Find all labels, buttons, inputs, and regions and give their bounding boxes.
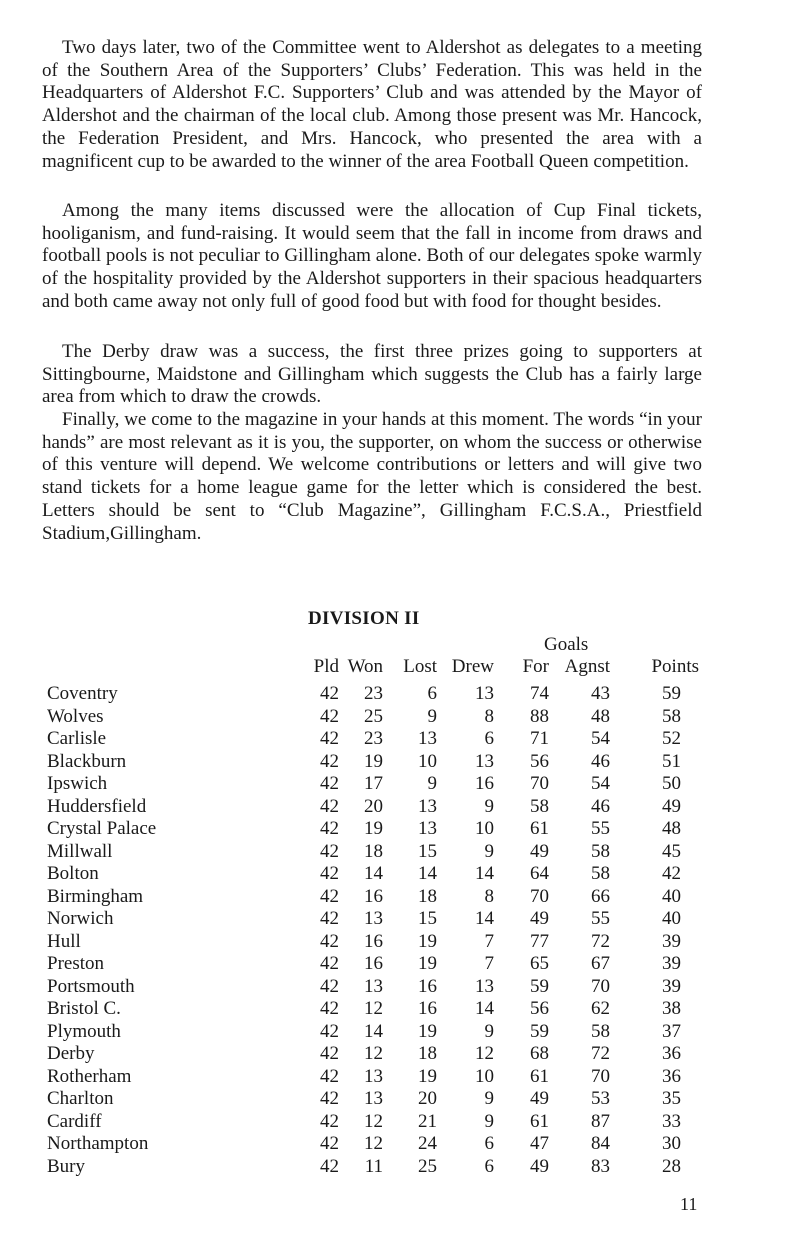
table-cell: 39	[662, 975, 681, 997]
goals-header: Goals	[544, 634, 589, 655]
table-cell: 6	[484, 1133, 494, 1154]
table-cell: 59	[530, 975, 549, 997]
table-cell: 16	[418, 975, 437, 997]
paragraph-3: The Derby draw was a success, the first three prizes going to supporters at Sittingbourne, Maidstone and Gillingham which suggests the Club has a fairly large area from which to draw the crowds.	[42, 341, 702, 408]
table-cell: 38	[662, 998, 681, 1019]
table-cell: 17	[364, 773, 383, 794]
table-cell: 42	[320, 975, 339, 997]
table-cell: 42	[320, 750, 339, 772]
table-cell: 14	[475, 863, 494, 884]
table-cell: 43	[591, 683, 610, 704]
table-cell: 39	[662, 953, 681, 974]
table-cell: 42	[320, 1020, 339, 1042]
table-cell: 42	[320, 998, 339, 1019]
table-cell: 58	[591, 840, 610, 862]
table-cell: 55	[591, 908, 610, 929]
table-cell: 54	[591, 773, 610, 794]
page-number: 11	[680, 1194, 698, 1214]
table-cell: 36	[662, 1043, 681, 1064]
table-cell: 25	[364, 705, 383, 727]
table-cell: 13	[418, 795, 437, 817]
team-name: Crystal Palace	[47, 818, 157, 839]
table-cell: 9	[484, 1088, 494, 1109]
table-cell: 55	[591, 818, 610, 839]
table-cell: 70	[591, 1065, 610, 1087]
table-cell: 42	[320, 728, 339, 749]
team-name: Charlton	[47, 1088, 114, 1109]
table-cell: 47	[530, 1133, 549, 1154]
table-cell: 42	[320, 1133, 339, 1154]
table-cell: 14	[475, 908, 494, 929]
table-cell: 16	[418, 998, 437, 1019]
table-cell: 42	[320, 1155, 339, 1177]
table-cell: 12	[364, 1133, 383, 1154]
table-cell: 58	[591, 1020, 610, 1042]
table-cell: 9	[484, 1020, 494, 1042]
table-cell: 12	[364, 1043, 383, 1064]
table-cell: 19	[364, 818, 383, 839]
table-cell: 42	[320, 773, 339, 794]
table-cell: 56	[530, 998, 549, 1019]
table-cell: 49	[530, 840, 549, 862]
table-cell: 14	[475, 998, 494, 1019]
table-cell: 19	[364, 750, 383, 772]
table-cell: 10	[475, 1065, 494, 1087]
table-cell: 33	[662, 1110, 681, 1132]
table-cell: 13	[364, 975, 383, 997]
table-cell: 42	[662, 863, 681, 884]
table-cell: 62	[591, 998, 610, 1019]
table-cell: 19	[418, 953, 437, 974]
table-cell: 25	[418, 1155, 437, 1177]
column-header: Pld	[313, 656, 339, 677]
table-cell: 14	[364, 1020, 383, 1042]
table-cell: 42	[320, 863, 339, 884]
team-name: Rotherham	[47, 1065, 132, 1087]
table-cell: 42	[320, 1088, 339, 1109]
table-cell: 68	[530, 1043, 549, 1064]
table-cell: 7	[484, 930, 494, 952]
column-header: Lost	[403, 656, 437, 677]
table-cell: 49	[530, 1088, 549, 1109]
table-cell: 12	[364, 1110, 383, 1132]
table-cell: 58	[530, 795, 549, 817]
table-cell: 61	[530, 818, 549, 839]
table-cell: 21	[418, 1110, 437, 1132]
table-cell: 20	[418, 1088, 437, 1109]
table-cell: 83	[591, 1155, 610, 1177]
table-cell: 46	[591, 750, 610, 772]
table-cell: 53	[591, 1088, 610, 1109]
table-cell: 70	[530, 773, 549, 794]
table-cell: 8	[484, 705, 494, 727]
column-header: Won	[347, 656, 383, 677]
team-name: Hull	[47, 930, 81, 952]
table-cell: 56	[530, 750, 549, 772]
table-cell: 52	[662, 728, 681, 749]
table-cell: 42	[320, 1110, 339, 1132]
team-name: Portsmouth	[47, 975, 135, 997]
table-cell: 42	[320, 885, 339, 907]
table-cell: 51	[662, 750, 681, 772]
column-header: For	[522, 656, 549, 677]
table-cell: 42	[320, 795, 339, 817]
table-cell: 18	[364, 840, 383, 862]
table-cell: 13	[418, 818, 437, 839]
table-cell: 87	[591, 1110, 610, 1132]
table-cell: 42	[320, 908, 339, 929]
table-cell: 28	[662, 1155, 681, 1177]
team-name: Blackburn	[47, 750, 127, 772]
table-cell: 6	[484, 1155, 494, 1177]
table-cell: 58	[591, 863, 610, 884]
table-cell: 61	[530, 1110, 549, 1132]
table-cell: 42	[320, 1065, 339, 1087]
table-cell: 71	[530, 728, 549, 749]
table-cell: 70	[530, 885, 549, 907]
table-cell: 42	[320, 840, 339, 862]
table-cell: 72	[591, 930, 610, 952]
table-cell: 45	[662, 840, 681, 862]
table-cell: 6	[484, 728, 494, 749]
table-cell: 64	[530, 863, 549, 884]
table-cell: 18	[418, 885, 437, 907]
table-cell: 14	[418, 863, 437, 884]
table-cell: 48	[662, 818, 681, 839]
table-cell: 67	[591, 953, 610, 974]
table-cell: 65	[530, 953, 549, 974]
table-cell: 9	[427, 705, 437, 727]
table-cell: 70	[591, 975, 610, 997]
team-name: Carlisle	[47, 728, 107, 749]
team-name: Northampton	[47, 1133, 149, 1154]
table-cell: 49	[662, 795, 681, 817]
table-cell: 14	[364, 863, 383, 884]
table-cell: 40	[662, 885, 681, 907]
table-cell: 72	[591, 1043, 610, 1064]
table-cell: 23	[364, 683, 383, 704]
table-cell: 9	[484, 840, 494, 862]
table-cell: 88	[530, 705, 549, 727]
table-cell: 30	[662, 1133, 681, 1154]
team-name: Huddersfield	[47, 795, 147, 817]
table-cell: 42	[320, 953, 339, 974]
table-cell: 42	[320, 683, 339, 704]
table-cell: 40	[662, 908, 681, 929]
table-cell: 24	[418, 1133, 437, 1154]
table-cell: 36	[662, 1065, 681, 1087]
table-cell: 84	[591, 1133, 610, 1154]
table-cell: 8	[484, 885, 494, 907]
team-name: Coventry	[47, 683, 118, 704]
table-cell: 59	[530, 1020, 549, 1042]
table-cell: 77	[530, 930, 549, 952]
team-name: Ipswich	[47, 773, 108, 794]
table-cell: 19	[418, 1065, 437, 1087]
table-cell: 13	[418, 728, 437, 749]
table-cell: 35	[662, 1088, 681, 1109]
table-cell: 54	[591, 728, 610, 749]
team-name: Millwall	[47, 840, 113, 862]
table-cell: 16	[364, 953, 383, 974]
table-cell: 13	[364, 908, 383, 929]
team-name: Derby	[47, 1043, 95, 1064]
table-cell: 18	[418, 1043, 437, 1064]
team-name: Plymouth	[47, 1020, 121, 1042]
table-cell: 66	[591, 885, 610, 907]
table-cell: 23	[364, 728, 383, 749]
table-cell: 42	[320, 930, 339, 952]
table-cell: 42	[320, 818, 339, 839]
table-cell: 13	[364, 1065, 383, 1087]
table-cell: 12	[475, 1043, 494, 1064]
table-cell: 15	[418, 908, 437, 929]
team-name: Preston	[47, 953, 104, 974]
column-header: Agnst	[564, 656, 610, 677]
table-cell: 12	[364, 998, 383, 1019]
table-cell: 74	[530, 683, 549, 704]
paragraph-1: Two days later, two of the Committee went to Aldershot as delegates to a meeting of the Southern Area of the Supporters’ Clubs’ Federation. This was held in the Headquarters of Aldershot F.C. Supporters’ Club and was attended by the Mayor of Aldershot and the chairman of the local club. Among those present was Mr. Hancock, the Federation President, and Mrs. Hancock, who presented the area with a magnificent cup to be awarded to the winner of the area Football Queen competition.	[42, 37, 702, 172]
table-cell: 13	[475, 750, 494, 772]
table-cell: 39	[662, 930, 681, 952]
table-cell: 58	[662, 705, 681, 727]
team-name: Birmingham	[47, 885, 144, 907]
table-cell: 50	[662, 773, 681, 794]
table-cell: 19	[418, 1020, 437, 1042]
table-cell: 20	[364, 795, 383, 817]
table-cell: 46	[591, 795, 610, 817]
table-cell: 37	[662, 1020, 681, 1042]
table-cell: 16	[364, 885, 383, 907]
table-cell: 10	[475, 818, 494, 839]
table-cell: 13	[364, 1088, 383, 1109]
table-cell: 42	[320, 1043, 339, 1064]
table-cell: 19	[418, 930, 437, 952]
table-cell: 13	[475, 975, 494, 997]
table-cell: 7	[484, 953, 494, 974]
table-cell: 9	[484, 795, 494, 817]
table-cell: 59	[662, 683, 681, 704]
column-header: Points	[651, 656, 699, 677]
table-cell: 15	[418, 840, 437, 862]
table-cell: 10	[418, 750, 437, 772]
table-cell: 49	[530, 1155, 549, 1177]
paragraph-4: Finally, we come to the magazine in your hands at this moment. The words “in your hands” are most relevant as it is you, the supporter, on whom the success or otherwise of this venture will depend. We welcome contributions or letters and will give two stand tickets for a home league game for the letter which is considered the best. Letters should be sent to “Club Magazine”, Gillingham F.C.S.A., Priestfield Stadium,Gillingham.	[42, 409, 702, 544]
team-name: Bury	[47, 1155, 85, 1177]
paragraph-2: Among the many items discussed were the allocation of Cup Final tickets, hooliganism, and fund-raising. It would seem that the fall in income from draws and football pools is not peculiar to Gillingham alone. Both of our delegates spoke warmly of the hospitality provided by the Aldershot supporters in their spacious headquarters and both came away not only full of good food but with food for thought besides.	[42, 200, 702, 312]
table-cell: 9	[427, 773, 437, 794]
table-cell: 61	[530, 1065, 549, 1087]
table-cell: 49	[530, 908, 549, 929]
table-cell: 13	[475, 683, 494, 704]
column-header: Drew	[451, 656, 494, 677]
table-title: DIVISION II	[308, 608, 420, 629]
team-name: Bolton	[47, 863, 99, 884]
table-cell: 9	[484, 1110, 494, 1132]
team-name: Wolves	[47, 705, 104, 727]
table-cell: 11	[364, 1155, 383, 1177]
team-name: Norwich	[47, 908, 114, 929]
team-name: Bristol C.	[47, 998, 121, 1019]
table-cell: 16	[475, 773, 494, 794]
table-cell: 42	[320, 705, 339, 727]
table-cell: 6	[427, 683, 437, 704]
team-name: Cardiff	[47, 1110, 102, 1132]
table-cell: 16	[364, 930, 383, 952]
table-cell: 48	[591, 705, 610, 727]
